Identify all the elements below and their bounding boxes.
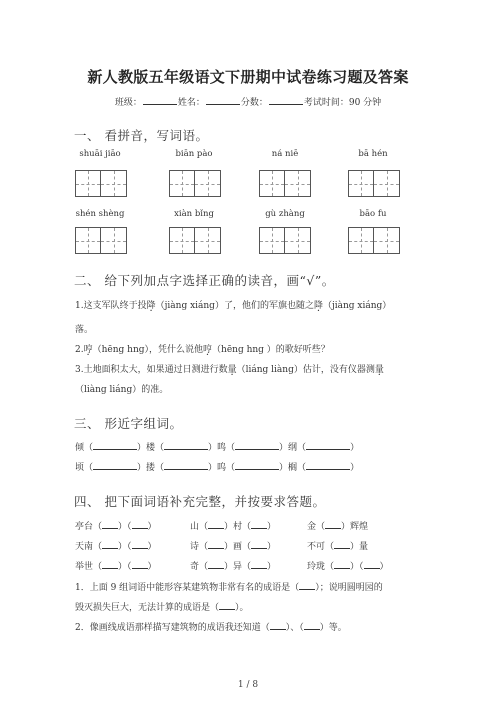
dotted-char: 哼 bbox=[83, 345, 93, 355]
question-2-1: 1.这支军队终于投降（jiàng xiáng）了，他们的军旗也随之降（jiàng xiáng） bbox=[75, 301, 392, 311]
section-1-heading: 一、 看拼音，写词语。 bbox=[74, 128, 209, 143]
idiom-item: 玲珑（ ）（ ） bbox=[307, 559, 389, 572]
pinyin-label: xiàn bǐng bbox=[174, 209, 214, 219]
student-info-line bbox=[0, 95, 496, 108]
idiom-item: 不可（ ）量 bbox=[307, 539, 368, 552]
pinyin-label: gù zhàng bbox=[265, 209, 305, 219]
writing-grid[interactable] bbox=[75, 227, 127, 254]
dotted-char: 降 bbox=[313, 301, 323, 311]
dotted-char: 降 bbox=[146, 301, 156, 311]
exam-time: 考试时间：90 分钟 bbox=[303, 98, 382, 108]
similar-chars-row: 顷（ ）搂（ ）呜（ ）榈（ ） bbox=[75, 460, 359, 473]
question-2-3: 3.土地面积太大，如果通过日测进行数量（liáng liàng）估计，没有仪器测量 bbox=[75, 365, 384, 375]
dotted-char: 量 bbox=[374, 365, 384, 375]
section-4-heading: 四、 把下面词语补充完整，并按要求答题。 bbox=[74, 494, 326, 509]
score-label: 分数： bbox=[240, 98, 268, 108]
similar-chars-row: 倾（ ）楼（ ）鸣（ ）纲（ ） bbox=[75, 440, 359, 453]
idiom-item: 天南（ ）（ ） bbox=[75, 539, 157, 552]
class-label: 班级： bbox=[114, 98, 142, 108]
writing-grid[interactable] bbox=[169, 227, 221, 254]
writing-grid[interactable] bbox=[75, 170, 127, 197]
pinyin-label: ná niē bbox=[271, 149, 299, 159]
name-blank bbox=[206, 95, 240, 105]
page-number: 1 / 8 bbox=[237, 680, 259, 690]
idiom-item: 金（ ）辉煌 bbox=[307, 519, 368, 532]
idiom-item: 诗（ ）画（ ） bbox=[190, 539, 276, 552]
idiom-item: 亭台（ ）（ ） bbox=[75, 519, 157, 532]
question-2-2: 2.哼（hēng hng），凭什么说他哼（hēng hng ）的歌好听些？ bbox=[75, 345, 330, 355]
writing-grid[interactable] bbox=[259, 227, 311, 254]
pinyin-label: shuāi jiāo bbox=[79, 149, 121, 159]
class-blank bbox=[143, 95, 177, 105]
score-blank bbox=[269, 95, 303, 105]
idiom-item: 山（ ）村（ ） bbox=[190, 519, 276, 532]
question-2-3-cont: （liàng liáng）的准。 bbox=[75, 385, 169, 395]
name-label: 姓名： bbox=[177, 98, 205, 108]
question-2-1-cont: 落。 bbox=[75, 325, 94, 335]
dotted-char: 哼 bbox=[203, 345, 213, 355]
pinyin-label: shén shèng bbox=[75, 209, 125, 219]
writing-grid[interactable] bbox=[259, 170, 311, 197]
writing-grid[interactable] bbox=[348, 170, 400, 197]
section-3-heading: 三、 形近字组词。 bbox=[74, 416, 183, 431]
writing-grid[interactable] bbox=[348, 227, 400, 254]
pinyin-label: biān pào bbox=[175, 149, 213, 159]
pinyin-label: bāo fu bbox=[359, 209, 387, 219]
pinyin-label: bā hén bbox=[358, 149, 388, 159]
idiom-item: 举世（ ）（ ） bbox=[75, 559, 157, 572]
question-4-1: 1．上面 9 组词语中能形容某建筑物非常有名的成语是（ ）；说明圆明园的 bbox=[75, 580, 383, 593]
section-2-heading: 二、 给下列加点字选择正确的读音，画“√”。 bbox=[74, 273, 335, 288]
idiom-item: 奇（ ）异（ ） bbox=[190, 559, 276, 572]
question-4-2: 2．像画线成语那样描写建筑物的成语我还知道（ ）、（ ）等。 bbox=[75, 620, 347, 633]
question-4-1-cont: 毁灭损失巨大，无法计算的成语是（ ）。 bbox=[75, 600, 249, 613]
writing-grid[interactable] bbox=[169, 170, 221, 197]
page-title: 新人教版五年级语文下册期中试卷练习题及答案 bbox=[87, 68, 409, 86]
dotted-char: 量 bbox=[227, 365, 237, 375]
